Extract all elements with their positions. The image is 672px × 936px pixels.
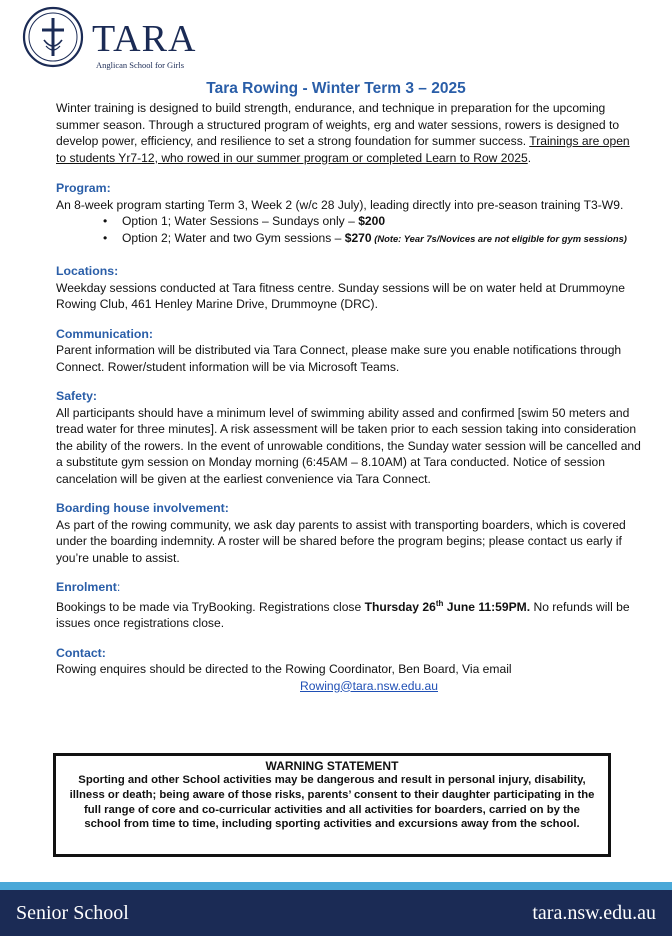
enrolment-text-after: No refunds will be issues once registrations close.	[56, 599, 630, 631]
option-label: Option 1; Water Sessions – Sundays only –	[122, 214, 359, 228]
contact-email-link[interactable]: Rowing@tara.nsw.edu.au	[300, 678, 438, 693]
footer-website[interactable]: tara.nsw.edu.au	[532, 902, 656, 924]
locations-heading: Locations:	[56, 264, 119, 278]
document-body	[56, 100, 642, 694]
option-price: $270	[344, 230, 372, 245]
contact-text: Rowing enquires should be directed to the Rowing Coordinator, Ben Board, Via email	[56, 662, 512, 677]
footer-accent-strip	[0, 882, 672, 890]
enrolment-heading-label: Enrolment	[56, 580, 117, 594]
crest-icon	[22, 6, 84, 68]
option-price: $200	[358, 214, 386, 228]
enrolment-date-suffix: th	[435, 598, 444, 608]
warning-statement-box	[53, 753, 611, 857]
boarding-text: As part of the rowing community, we ask day parents to assist with transporting boarders, which is covered under the boarding indemnity. A roster will be shared before the program begins; please contact us early if you’re unable to assist.	[56, 517, 626, 565]
logo-text: TARA	[92, 18, 197, 60]
enrolment-colon: :	[116, 580, 121, 594]
page-title: Tara Rowing - Winter Term 3 – 2025	[206, 80, 466, 97]
program-option-1	[122, 213, 642, 230]
intro-text: Winter training is designed to build strength, endurance, and technique in preparation for the upcoming summer season. Through a structured program of weights, erg and water sessions, rowers is designed to develop power, efficiency, and resilience to set a strong foundation for summer success.	[56, 101, 620, 148]
program-heading: Program:	[56, 181, 111, 195]
enrolment-heading	[56, 579, 642, 596]
program-option-2	[122, 230, 642, 248]
safety-heading: Safety:	[56, 389, 98, 403]
footer-bar	[0, 890, 672, 936]
intro-paragraph	[56, 100, 642, 166]
intro-underlined-text: Trainings are open to students Yr7-12, who rowed in our summer program or completed Learn to Row 2025	[56, 134, 630, 165]
option-label: Option 2; Water and two Gym sessions –	[122, 230, 345, 245]
enrolment-text	[56, 596, 642, 632]
logo-subtitle: Anglican School for Girls	[96, 60, 185, 70]
school-logo	[22, 6, 222, 68]
enrolment-text-before: Bookings to be made via TryBooking. Registrations close	[56, 599, 365, 614]
warning-body: Sporting and other School activities may be dangerous and result in personal injury, disability, illness or death; being aware of those risks, parents’ consent to their daughter participating in the full range of core and co-curricular activities and all activities for boarders, carried on by the school from time to time, including sporting activities and excursions away from the school.	[69, 774, 595, 831]
boarding-heading: Boarding house involvement:	[56, 501, 229, 515]
communication-text: Parent information will be distributed via Tara Connect, please make sure you enable notifications through Connect. Rower/student information will be via Microsoft Teams.	[56, 343, 622, 374]
enrolment-date: Thursday 26	[364, 599, 436, 614]
footer-senior-school: Senior School	[16, 902, 129, 924]
contact-email-line	[56, 678, 642, 695]
option-note: (Note: Year 7s/Novices are not eligible for gym sessions)	[371, 232, 627, 244]
warning-title: WARNING STATEMENT	[265, 759, 399, 773]
program-options	[56, 213, 642, 247]
locations-text: Weekday sessions conducted at Tara fitness centre. Sunday sessions will be on water held at Drummoyne Rowing Club, 461 Henley Marine Drive, Drummoyne (DRC).	[56, 280, 625, 311]
program-text: An 8-week program starting Term 3, Week 2 (w/c 28 July), leading directly into pre-season training T3-W9.	[56, 197, 624, 212]
communication-heading: Communication:	[56, 326, 154, 341]
intro-end: .	[527, 150, 532, 165]
safety-text: All participants should have a minimum level of swimming ability assed and confirmed [swim 50 meters and tread water for three minutes]. A risk assessment will be taken prior to each session taking into consideration the ability of the rowers. In the event of unrowable conditions, the Sunday water session will be cancelled and a substitute gym session on Monday morning (6:45AM – 8.10AM) at Tara conducted. Notice of session cancelation will be given at the earliest convenience via Tara Connect.	[56, 405, 641, 486]
enrolment-time: June 11:59PM.	[443, 599, 531, 614]
contact-heading: Contact:	[56, 645, 106, 660]
